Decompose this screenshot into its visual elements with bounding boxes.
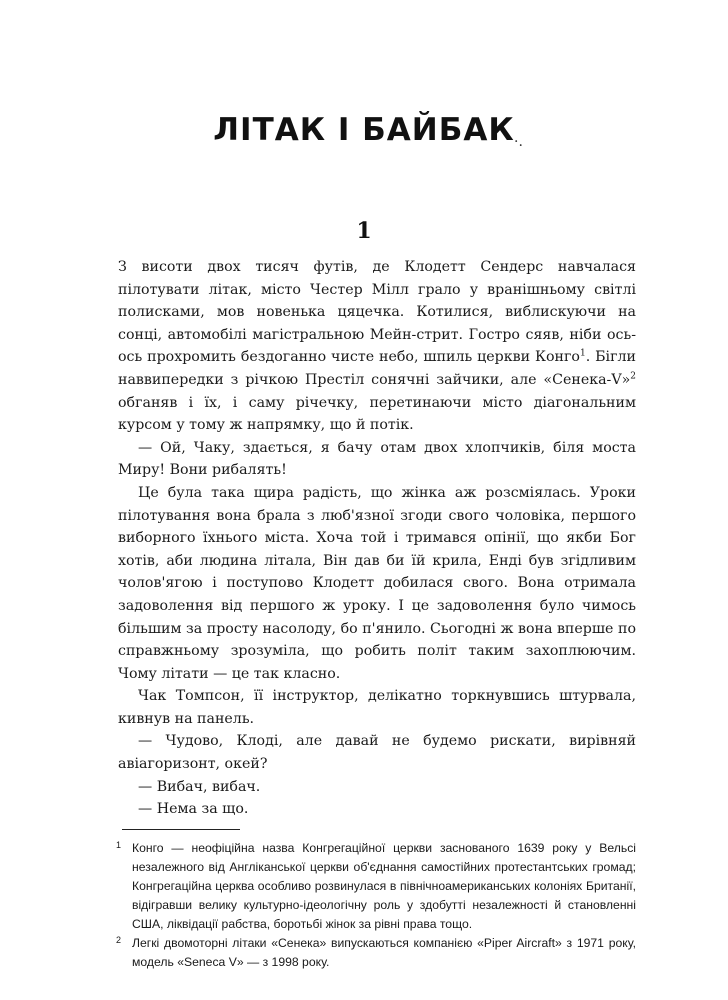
footnote-ref[interactable]: 1 <box>579 348 586 359</box>
footnote <box>116 839 636 934</box>
paragraph: З висоти двох тисяч футів, де Клодетт Сендерс навчалася пілотувати літак, місто Честер Мілл грало у вранішньому світлі полисками, мов новенька цяцечка. Котилися, виблискуючи на сонці, автомобілі магістральною Мейн-стрит. Гостро сяяв, ніби ось-ось прохромить бездоганно чисте небо, шпиль церкви Конго$^1$. Бігли наввипередки з річкою Престіл сонячні зайчики, але «Сенека-V»$^2$ обганяв і їх, і саму річечку, перетинаючи місто діагональним курсом у тому ж напрямку, що й потік. <box>118 259 636 434</box>
footnote-text: Легкі двомоторні літаки «Сенека» випускаються компанією «Piper Aircraft» з 1971 року, модель «Seneca V» — з 1998 року. <box>132 936 636 969</box>
paragraph: — Чудово, Клоді, але давай не будемо рискати, вирівняй авіагоризонт, окей? <box>118 733 636 773</box>
footnote-mark: 2 <box>116 935 122 945</box>
paragraph: — Вибач, вибач. <box>138 778 261 795</box>
footnote-ref[interactable]: 2 <box>630 371 636 382</box>
footnote-mark: 1 <box>116 840 122 850</box>
footnotes <box>116 839 636 972</box>
print-speck: ·. <box>514 134 523 150</box>
chapter-title: ЛІТАК І БАЙБАК <box>213 112 515 148</box>
paragraph: Це була така щира радість, що жінка аж розсміялась. Уроки пілотування вона брала з люб'язної згоди свого чоловіка, першого виборного їхнього міста. Хоча той і тримався опінії, що якби Бог хотів, аби людина літала, Він дав би їй крила, Енді був згідливим чолов'ягою і поступово Клодетт добилася свого. Вона отримала задоволення від першого ж уроку. І це задоволення було чимось більшим за просту насолоду, бо п'янило. Сьогодні ж вона вперше по справжньому зрозуміла, що робить політ таким захоплюючим. Чому літати — це так класно. <box>118 484 636 682</box>
section-number: 1 <box>356 218 372 244</box>
paragraph: — Нема за що. <box>138 801 249 818</box>
paragraph: — Ой, Чаку, здається, я бачу отам двох хлопчиків, біля моста Миру! Вони рибалять! <box>118 439 636 479</box>
body-text <box>118 256 636 821</box>
footnote-text: Конго — неофіційна назва Конгрегаційної церкви заснованого 1639 року у Вельсі незалежного від Англіканської церкви об'єднання самостійних протестантських громад; Конгрегаційна церква особливо розвинулася в північноамериканських колоніях Британії, відігравши велику культурно-ідеологічну роль у здобутті незалежності й становленні США, ліквідації рабства, боротьбі жінок за рівні права тощо. <box>132 841 636 931</box>
paragraph: Чак Томпсон, її інструктор, делікатно торкнувшись штурвала, кивнув на панель. <box>118 688 636 727</box>
footnote-divider <box>122 829 240 830</box>
footnote <box>116 934 636 972</box>
